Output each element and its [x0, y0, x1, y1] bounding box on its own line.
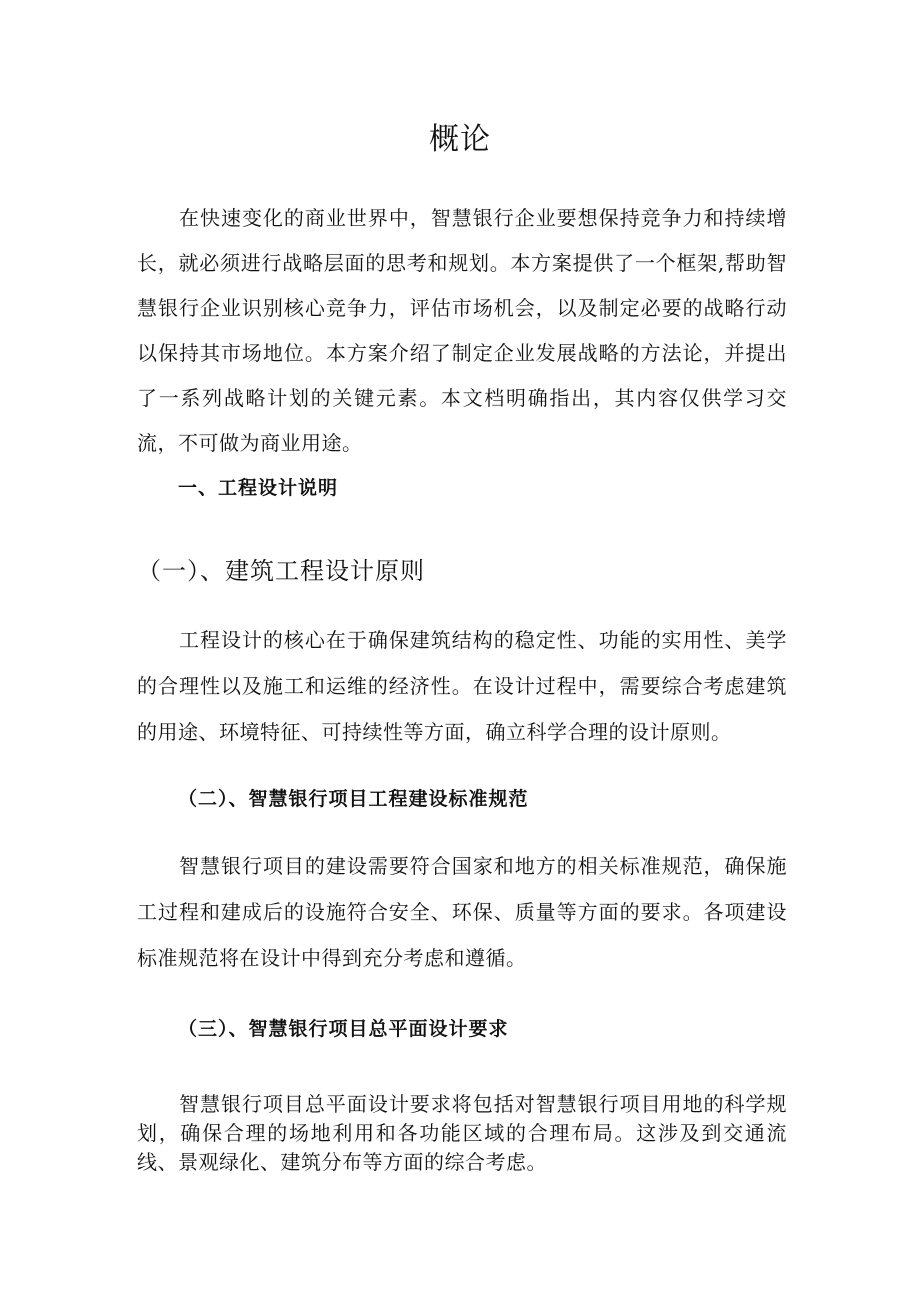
subsection-heading-construction-standards: （二）、智慧银行项目工程建设标准规范 — [178, 788, 529, 810]
site-plan-requirements-paragraph: 智慧银行项目总平面设计要求将包括对智慧银行项目用地的科学规划，确保合理的场地利用和各功能区域的合理布局。这涉及到交通流线、景观绿化、建筑分布等方面的综合考虑。 — [137, 1092, 787, 1174]
design-principles-paragraph: 工程设计的核心在于确保建筑结构的稳定性、功能的实用性、美学的合理性以及施工和运维的经济性。在设计过程中，需要综合考虑建筑的用途、环境特征、可持续性等方面，确立科学合理的设计原则。 — [137, 628, 787, 744]
page-title: 概论 — [429, 122, 491, 157]
section-heading-engineering-design: 一、工程设计说明 — [178, 477, 339, 499]
construction-standards-paragraph: 智慧银行项目的建设需要符合国家和地方的相关标准规范，确保施工过程和建成后的设施符合安全、环保、质量等方面的要求。各项建设标准规范将在设计中得到充分考虑和遵循。 — [137, 854, 787, 970]
intro-paragraph: 在快速变化的商业世界中，智慧银行企业要想保持竞争力和持续增长，就必须进行战略层面的思考和规划。本方案提供了一个框架,帮助智慧银行企业识别核心竞争力，评估市场机会，以及制定必要的战略行动以保持其市场地位。本方案介绍了制定企业发展战略的方法论，并提出了一系列战略计划的关键元素。本文档明确指出，其内容仅供学习交流，不可做为商业用途。 — [137, 206, 787, 455]
subsection-heading-site-plan-requirements: （三）、智慧银行项目总平面设计要求 — [178, 1018, 509, 1040]
subsection-heading-design-principles: （一）、建筑工程设计原则 — [137, 557, 425, 585]
